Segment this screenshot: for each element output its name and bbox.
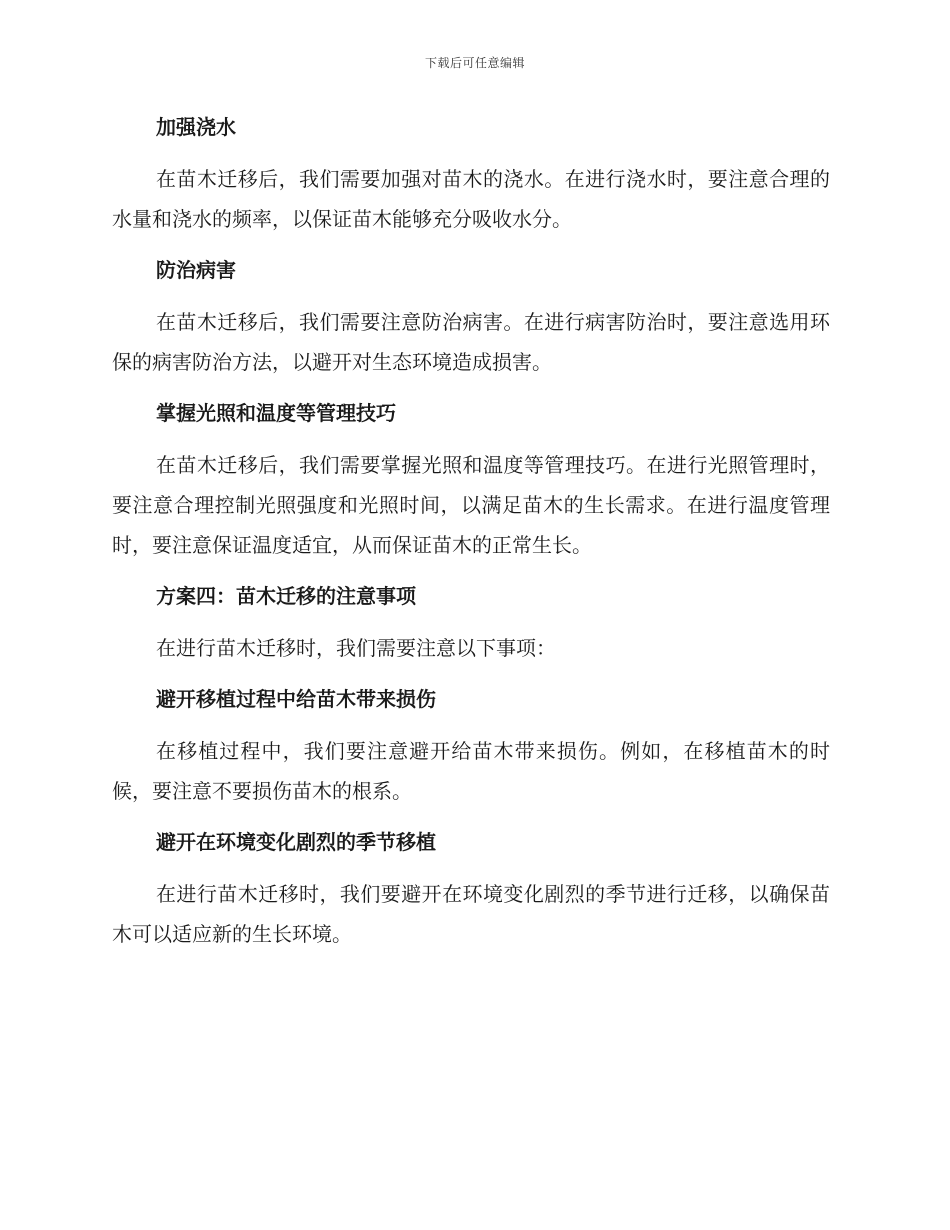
section-paragraph: 在进行苗木迁移时，我们需要注意以下事项： (156, 636, 556, 660)
section-paragraph: 在苗木迁移后，我们需要掌握光照和温度等管理技巧。在进行光照管理时，要注意合理控制光照强度和光照时间，以满足苗木的生长需求。在进行温度管理时，要注意保证温度适宜，从而保证苗木的正常生长。 (112, 453, 830, 557)
section-paragraph: 在移植过程中，我们要注意避开给苗木带来损伤。例如，在移植苗木的时候，要注意不要损伤苗木的根系。 (112, 739, 830, 803)
page-header: 下载后可任意编辑 (424, 56, 525, 70)
section-paragraph: 在进行苗木迁移时，我们要避开在环境变化剧烈的季节进行迁移，以确保苗木可以适应新的生长环境。 (112, 882, 830, 946)
section-paragraph: 在苗木迁移后，我们需要注意防治病害。在进行病害防治时，要注意选用环保的病害防治方法，以避开对生态环境造成损害。 (112, 310, 830, 374)
section-paragraph: 在苗木迁移后，我们需要加强对苗木的浇水。在进行浇水时，要注意合理的水量和浇水的频率，以保证苗木能够充分吸收水分。 (112, 167, 830, 231)
document-body (112, 107, 830, 965)
section-heading: 方案四：苗木迁移的注意事项 (156, 584, 416, 608)
section-heading: 加强浇水 (156, 115, 236, 139)
section-heading: 避开移植过程中给苗木带来损伤 (156, 687, 436, 711)
section-heading: 掌握光照和温度等管理技巧 (156, 401, 396, 425)
section-heading: 防治病害 (156, 258, 236, 282)
section-heading: 避开在环境变化剧烈的季节移植 (156, 830, 436, 854)
